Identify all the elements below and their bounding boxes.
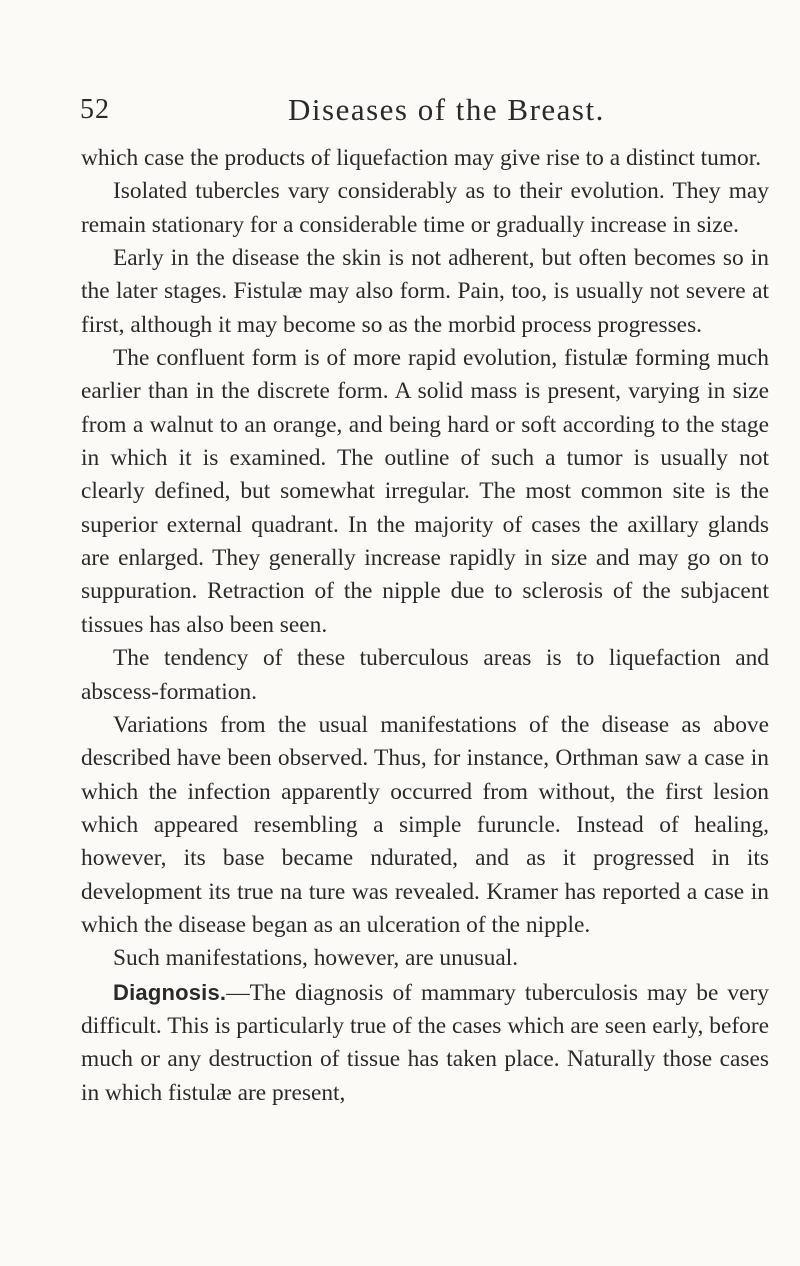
paragraph-unusual-manifestations: Such manifestations, however, are unusual. <box>113 945 519 972</box>
diagnosis-text: —The diagnosis of mammary tuberculosis may be very difficult. This is particularly true of the cases which are seen early, before much or any destruction of tissue has taken place. Naturally those cases in which fistulæ are present, <box>81 979 769 1106</box>
paragraph-continued: which case the products of liquefaction may give rise to a distinct tumor. <box>81 145 762 171</box>
paragraph-early-disease: Early in the disease the skin is not adherent, but often becomes so in the later stages. Fistulæ may also form. Pain, too, is usually not severe at first, although it may become so as the morbid process progresses. <box>81 245 769 338</box>
paragraph-tendency: The tendency of these tuberculous areas is to liquefaction and abscess-formation. <box>81 645 769 705</box>
page-header <box>80 88 770 132</box>
paragraph-isolated-tubercles: Isolated tubercles vary considerably as to their evolution. They may remain stationary for a considerable time or gradually increase in size. <box>81 178 769 238</box>
diagnosis-heading: Diagnosis. <box>113 979 227 1005</box>
paragraph-diagnosis <box>81 976 769 1110</box>
paragraph-variations: Variations from the usual manifestations of the disease as above described have been observed. Thus, for instance, Orthman saw a case in which the infection apparently occurred from without, the first lesion which appeared resembling a simple furuncle. Instead of healing, however, its base became ndurated, and as it progressed in its development its true na ture was revealed. Kramer has reported a case in which the disease began as an ulceration of the nipple. <box>81 711 769 938</box>
body-text <box>81 142 769 1110</box>
running-title: Diseases of the Breast. <box>288 92 605 127</box>
page-number: 52 <box>80 94 110 125</box>
paragraph-confluent-form: The confluent form is of more rapid evolution, fistulæ forming much earlier than in the discrete form. A solid mass is present, varying in size from a walnut to an orange, and being hard or soft according to the stage in which it is examined. The outline of such a tumor is usually not clearly defined, but somewhat irregular. The most common site is the superior external quadrant. In the majority of cases the axillary glands are enlarged. They generally increase rapidly in size and may go on to suppuration. Retraction of the nipple due to sclerosis of the subjacent tissues has also been seen. <box>81 345 769 638</box>
